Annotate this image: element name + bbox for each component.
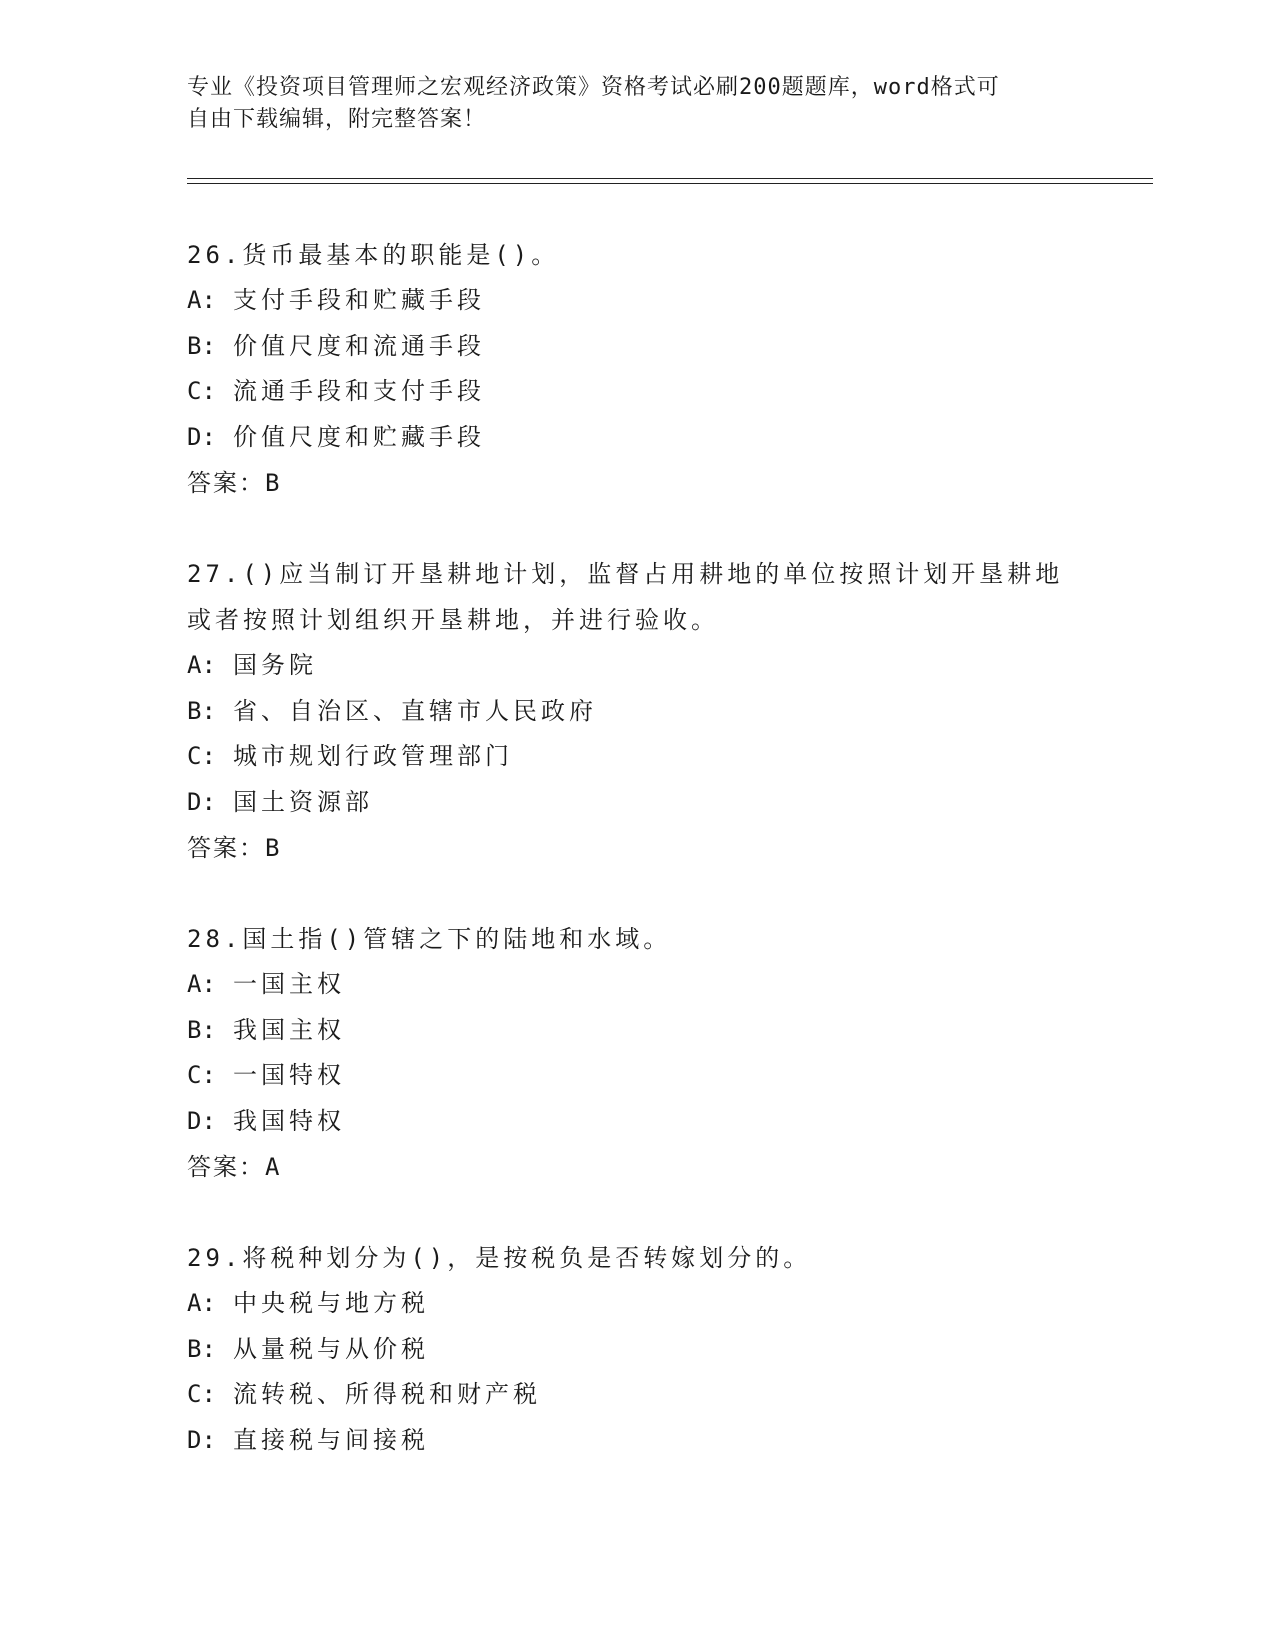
option-c [187,369,1147,415]
answer-line [187,460,1147,506]
question-stem [187,1235,1147,1281]
answer-value: A [265,1153,280,1181]
header-divider-bottom [187,183,1153,184]
option-a [187,278,1147,324]
answer-line [187,1144,1147,1190]
option-a [187,1281,1147,1327]
option-key: D: [187,422,216,451]
option-key: A: [187,286,216,314]
option-c [187,1372,1147,1418]
option-text: 支付手段和贮藏手段 [233,286,485,314]
option-key: C: [187,1061,216,1089]
question-27 [187,551,1147,871]
question-stem-line: 或者按照计划组织开垦耕地，并进行验收。 [187,606,719,634]
option-text: 国土资源部 [233,787,373,816]
question-26 [187,232,1147,506]
option-text: 我国主权 [233,1015,345,1044]
option-c [187,734,1147,780]
option-text: 我国特权 [233,1106,345,1135]
header-divider-top [187,178,1153,179]
option-c [187,1053,1147,1099]
option-key: A: [187,1289,216,1317]
option-text: 流转税、所得税和财产税 [233,1380,541,1408]
option-b [187,324,1147,370]
option-d [187,1099,1147,1145]
option-text: 一国主权 [233,970,345,998]
option-text: 价值尺度和贮藏手段 [233,422,485,451]
option-text: 国务院 [233,651,317,679]
option-a [187,643,1147,689]
question-stem [187,232,1147,278]
option-key: A: [187,970,216,998]
option-key: B: [187,696,216,725]
question-stem-line: 26.货币最基本的职能是()。 [187,241,560,269]
answer-value: B [265,469,280,497]
answer-value: B [265,834,280,862]
option-d [187,415,1147,461]
answer-line [187,825,1147,871]
option-key: C: [187,377,216,405]
option-text: 直接税与间接税 [233,1425,429,1454]
option-key: D: [187,787,216,816]
option-text: 流通手段和支付手段 [233,377,485,405]
question-stem-line: 27.()应当制订开垦耕地计划，监督占用耕地的单位按照计划开垦耕地 [187,560,1064,588]
question-29 [187,1235,1147,1463]
option-key: B: [187,1015,216,1044]
header-title-line-2: 自由下载编辑，附完整答案！ [187,107,487,132]
option-b [187,1008,1147,1054]
option-d [187,1418,1147,1464]
option-key: C: [187,1380,216,1408]
option-d [187,780,1147,826]
option-text: 城市规划行政管理部门 [233,742,513,770]
question-stem-line: 28.国土指()管辖之下的陆地和水域。 [187,925,672,953]
option-key: B: [187,1334,216,1363]
document-header [187,72,1087,136]
question-stem [187,551,1147,643]
option-text: 中央税与地方税 [233,1289,429,1317]
option-text: 价值尺度和流通手段 [233,331,485,360]
option-key: D: [187,1425,216,1454]
option-b [187,689,1147,735]
header-title-line-1: 专业《投资项目管理师之宏观经济政策》资格考试必刷200题题库，word格式可 [187,75,1000,100]
option-a [187,962,1147,1008]
option-key: A: [187,651,216,679]
question-list [187,232,1147,1508]
answer-label: 答案： [187,834,265,862]
option-b [187,1327,1147,1373]
option-key: C: [187,742,216,770]
question-28 [187,916,1147,1190]
question-stem [187,916,1147,962]
option-key: D: [187,1106,216,1135]
option-text: 省、自治区、直辖市人民政府 [233,696,597,725]
answer-label: 答案： [187,1153,265,1181]
option-text: 一国特权 [233,1061,345,1089]
answer-label: 答案： [187,469,265,497]
option-key: B: [187,331,216,360]
question-stem-line: 29.将税种划分为()，是按税负是否转嫁划分的。 [187,1244,812,1272]
option-text: 从量税与从价税 [233,1334,429,1363]
